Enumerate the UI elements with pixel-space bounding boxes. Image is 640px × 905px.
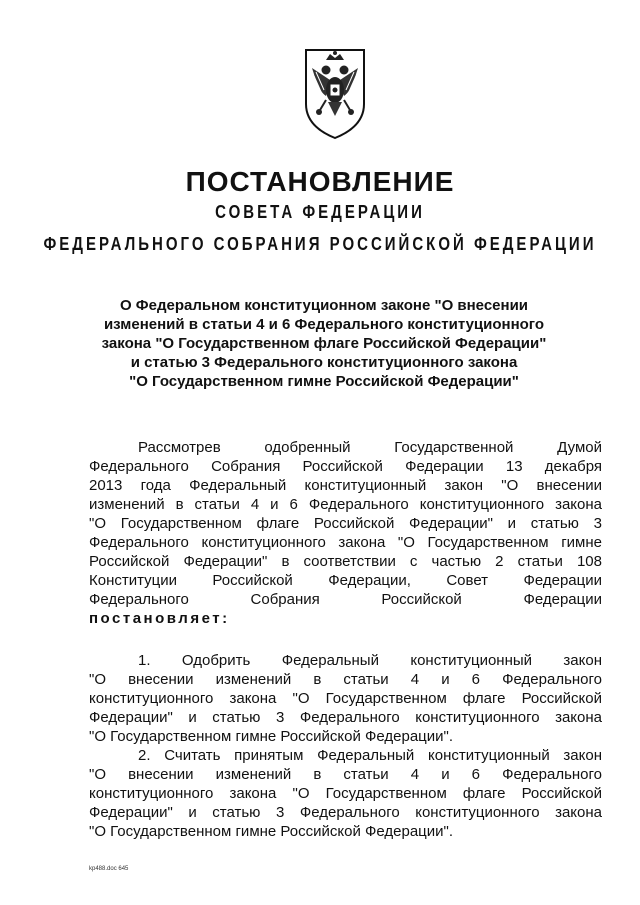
clause-2-line: "О внесении изменений в статьи 4 и 6 Федерального: [89, 766, 602, 783]
clause-2-last-line: "О Государственном гимне Российской Федерации".: [89, 823, 454, 840]
resolution-body: [89, 438, 602, 841]
subject-line: "О Государственном гимне Российской Федерации": [129, 373, 519, 390]
document-type-title: ПОСТАНОВЛЕНИЕ: [185, 166, 455, 197]
subject-line: и статью 3 Федерального конституционного закона: [130, 354, 518, 371]
issuer-line-1: СОВЕТА ФЕДЕРАЦИИ: [215, 201, 425, 224]
coat-of-arms-icon: [296, 46, 374, 140]
subject-line: закона "О Государственном флаге Российской Федерации": [101, 335, 547, 352]
clause-1-last-line: "О Государственном гимне Российской Федерации".: [89, 728, 454, 745]
preamble-line: Рассмотрев одобренный Государственной Думой: [138, 439, 602, 456]
resolution-subject: [80, 296, 568, 391]
preamble-line: 2013 года Федеральный конституционный закон "О внесении: [89, 477, 602, 494]
clause-2-line: конституционного закона "О Государственном флаге Российской: [89, 785, 602, 802]
preamble-line: "О Государственном флаге Российской Федерации" и статью 3: [89, 515, 602, 532]
document-code: kp488.doc 645: [89, 866, 129, 872]
clause-1-line: Федерации" и статью 3 Федерального конституционного закона: [89, 709, 602, 726]
resolves-word: постановляет:: [89, 610, 230, 627]
clause-1-line: конституционного закона "О Государственном флаге Российской: [89, 690, 602, 707]
preamble-line: Российской Федерации" в соответствии с частью 2 статьи 108: [89, 553, 602, 570]
preamble-line: Федерального Собрания Российской Федерации 13 декабря: [89, 458, 602, 475]
preamble-line: Федерального конституционного закона "О Государственном гимне: [89, 534, 602, 551]
clause-1-line: "О внесении изменений в статьи 4 и 6 Федерального: [89, 671, 602, 688]
issuer-line-2: ФЕДЕРАЛЬНОГО СОБРАНИЯ РОССИЙСКОЙ ФЕДЕРАЦИИ: [43, 233, 597, 256]
subject-line: изменений в статьи 4 и 6 Федерального конституционного: [103, 316, 545, 333]
clause-1-line: 1. Одобрить Федеральный конституционный закон: [138, 652, 602, 669]
preamble-line: изменений в статьи 4 и 6 Федерального конституционного закона: [89, 496, 602, 513]
preamble-line: Федерального Собрания Российской Федерации: [89, 591, 602, 608]
clause-2-line: Федерации" и статью 3 Федерального конституционного закона: [89, 804, 602, 821]
clause-2-line: 2. Считать принятым Федеральный конституционный закон: [138, 747, 602, 764]
subject-line: О Федеральном конституционном законе "О внесении: [119, 297, 529, 314]
preamble-line: Конституции Российской Федерации, Совет Федерации: [89, 572, 602, 589]
